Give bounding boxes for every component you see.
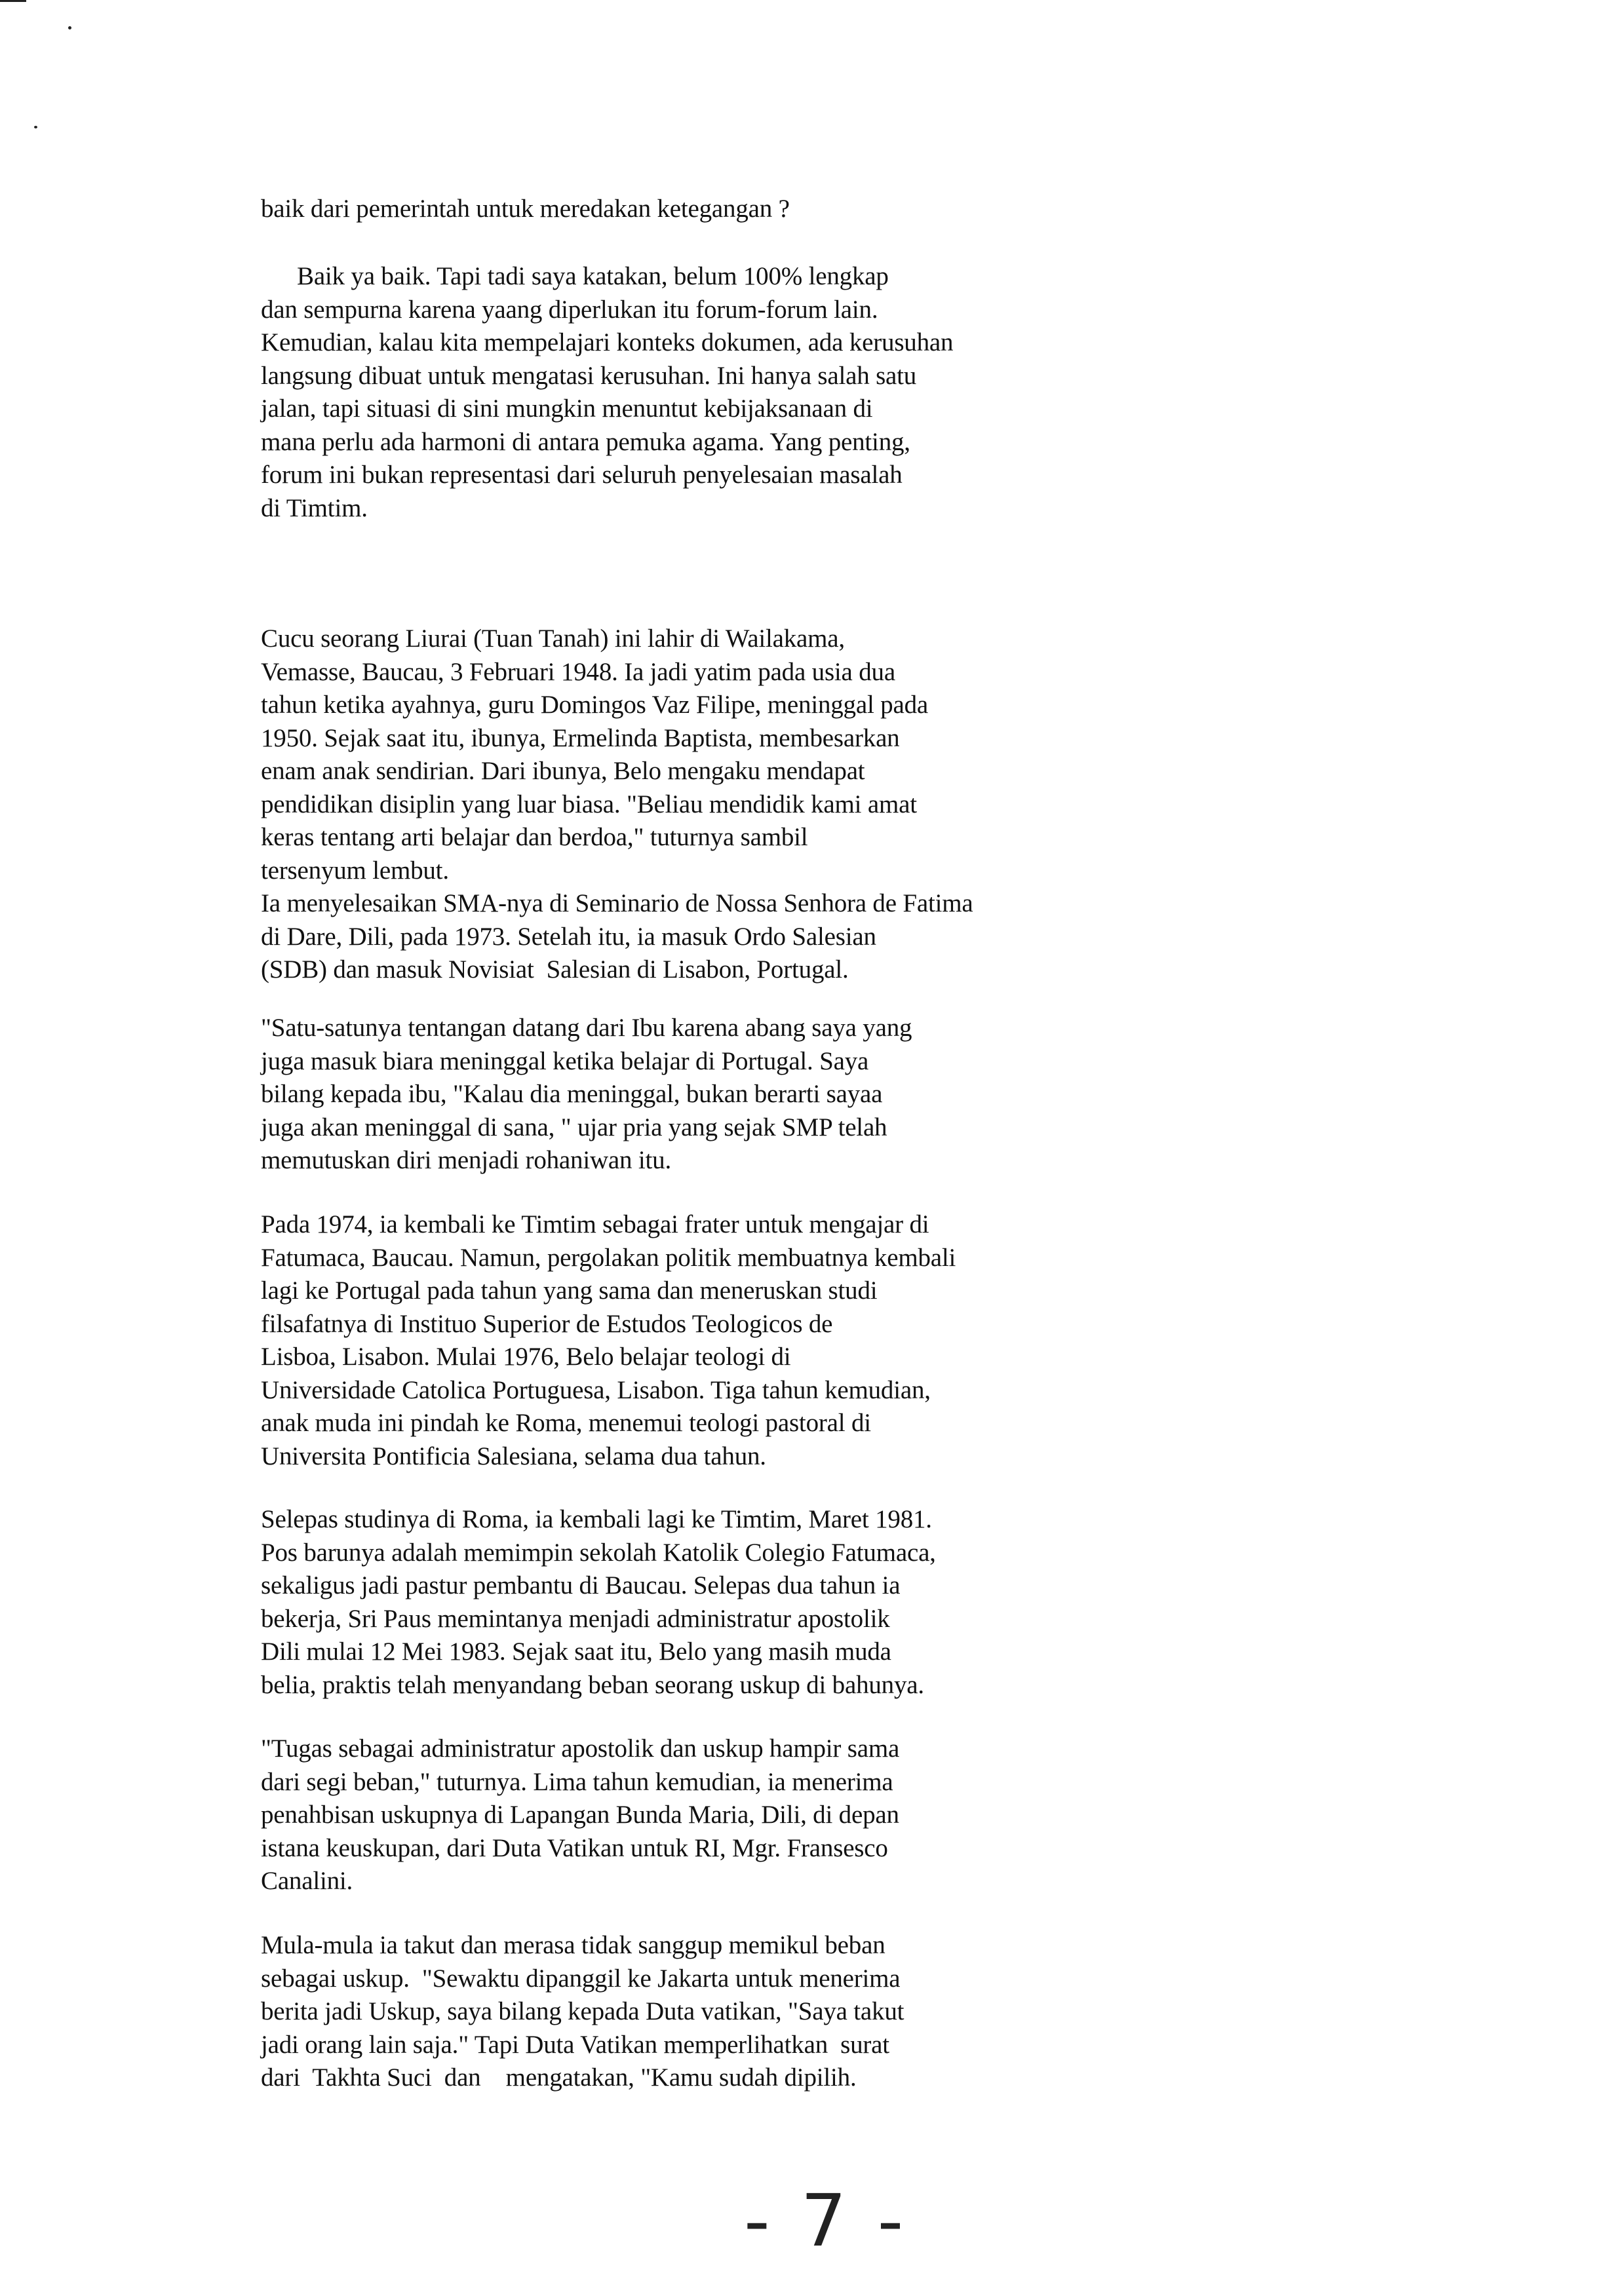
paragraph-line: (SDB) dan masuk Novisiat Salesian di Lisabon, Portugal. [261, 955, 849, 984]
paragraph-line: Universita Pontificia Salesiana, selama dua tahun. [261, 1442, 766, 1470]
paragraph-line: lagi ke Portugal pada tahun yang sama dan meneruskan studi [261, 1276, 878, 1305]
paragraph-line: "Tugas sebagai administratur apostolik dan uskup hampir sama [261, 1734, 900, 1763]
scan-artifact-line [0, 0, 26, 2]
answer-line: dan sempurna karena yaang diperlukan itu forum-forum lain. [261, 295, 878, 324]
paragraph-line: bekerja, Sri Paus memintanya menjadi administratur apostolik [261, 1604, 890, 1633]
paragraph-line: dari Takhta Suci dan mengatakan, "Kamu sudah dipilih. [261, 2063, 857, 2092]
paragraph-line: jadi orang lain saja." Tapi Duta Vatikan memperlihatkan surat [261, 2030, 889, 2059]
paragraph-line: juga akan meninggal di sana, " ujar pria yang sejak SMP telah [261, 1113, 887, 1141]
paragraph-line: dari segi beban," tuturnya. Lima tahun kemudian, ia menerima [261, 1767, 893, 1796]
answer-line: Kemudian, kalau kita mempelajari konteks dokumen, ada kerusuhan [261, 328, 954, 356]
paragraph-bishop-duties [261, 1732, 1342, 1898]
paragraph-line: Vemasse, Baucau, 3 Februari 1948. Ia jadi yatim pada usia dua [261, 657, 895, 686]
answer-line: langsung dibuat untuk mengatasi kerusuhan. Ini hanya salah satu [261, 361, 917, 390]
paragraph-line: Cucu seorang Liurai (Tuan Tanah) ini lahir di Wailakama, [261, 624, 845, 653]
paragraph-line: Pada 1974, ia kembali ke Timtim sebagai frater untuk mengajar di [261, 1210, 929, 1238]
paragraph-line: "Satu-satunya tentangan datang dari Ibu karena abang saya yang [261, 1014, 912, 1042]
paragraph-line: Pos barunya adalah memimpin sekolah Katolik Colegio Fatumaca, [261, 1538, 936, 1567]
paragraph-line: anak muda ini pindah ke Roma, menemui teologi pastoral di [261, 1409, 871, 1437]
paragraph-line: tersenyum lembut. [261, 856, 449, 885]
paragraph-studies [261, 1208, 1342, 1473]
paragraph-biography [261, 622, 1342, 987]
answer-line: jalan, tapi situasi di sini mungkin menuntut kebijaksanaan di [261, 394, 873, 423]
paragraph-line: Ia menyelesaikan SMA-nya di Seminario de Nossa Senhora de Fatima [261, 889, 973, 917]
paragraph-line: di Dare, Dili, pada 1973. Setelah itu, ia masuk Ordo Salesian [261, 922, 876, 951]
paragraph-line: Selepas studinya di Roma, ia kembali lagi ke Timtim, Maret 1981. [261, 1505, 932, 1533]
paragraph-line: bilang kepada ibu, "Kalau dia meninggal, bukan berarti sayaa [261, 1080, 883, 1108]
paragraph-line: Dili mulai 12 Mei 1983. Sejak saat itu, Belo yang masih muda [261, 1637, 891, 1666]
paragraph-line: pendidikan disiplin yang luar biasa. "Beliau mendidik kami amat [261, 790, 917, 818]
answer-block [261, 260, 1342, 525]
paragraph-line: juga masuk biara meninggal ketika belajar di Portugal. Saya [261, 1046, 869, 1075]
paragraph-line: Mula-mula ia takut dan merasa tidak sanggup memikul beban [261, 1931, 885, 1959]
intro-block [261, 193, 1342, 226]
page-number: - 7 - [744, 2179, 908, 2263]
paragraph-line: Universidade Catolica Portuguesa, Lisabon. Tiga tahun kemudian, [261, 1375, 931, 1404]
paragraph-line: filsafatnya di Instituo Superior de Estudos Teologicos de [261, 1309, 833, 1338]
paragraph-line: sebagai uskup. "Sewaktu dipanggil ke Jakarta untuk menerima [261, 1964, 901, 1993]
paragraph-line: tahun ketika ayahnya, guru Domingos Vaz Filipe, meninggal pada [261, 691, 928, 719]
paragraph-line: memutuskan diri menjadi rohaniwan itu. [261, 1146, 672, 1174]
answer-line: mana perlu ada harmoni di antara pemuka agama. Yang penting, [261, 427, 910, 456]
intro-line: baik dari pemerintah untuk meredakan ketegangan ? [261, 195, 790, 223]
paragraph-line: enam anak sendirian. Dari ibunya, Belo mengaku mendapat [261, 757, 865, 785]
paragraph-line: Fatumaca, Baucau. Namun, pergolakan politik membuatnya kembali [261, 1243, 956, 1272]
paragraph-line: Lisboa, Lisabon. Mulai 1976, Belo belajar teologi di [261, 1343, 791, 1371]
paragraph-line: penahbisan uskupnya di Lapangan Bunda Maria, Dili, di depan [261, 1801, 899, 1829]
answer-line: forum ini bukan representasi dari seluruh penyelesaian masalah [261, 461, 903, 489]
answer-line: Baik ya baik. Tapi tadi saya katakan, belum 100% lengkap [297, 262, 889, 290]
scan-artifact-dot [68, 26, 71, 29]
paragraph-line: belia, praktis telah menyandang beban seorang uskup di bahunya. [261, 1670, 924, 1699]
scan-artifact-dot [34, 126, 37, 128]
paragraph-line: sekaligus jadi pastur pembantu di Baucau. Selepas dua tahun ia [261, 1571, 901, 1599]
paragraph-line: Canalini. [261, 1867, 353, 1895]
answer-line: di Timtim. [261, 493, 368, 522]
paragraph-line: 1950. Sejak saat itu, ibunya, Ermelinda Baptista, membesarkan [261, 723, 900, 752]
paragraph-fear [261, 1929, 1342, 2095]
paragraph-line: keras tentang arti belajar dan berdoa," tuturnya sambil [261, 823, 808, 851]
paragraph-quote-mother [261, 1012, 1342, 1177]
paragraph-line: berita jadi Uskup, saya bilang kepada Duta vatikan, "Saya takut [261, 1997, 905, 2025]
paragraph-line: istana keuskupan, dari Duta Vatikan untuk RI, Mgr. Fransesco [261, 1833, 888, 1862]
paragraph-return-timtim [261, 1503, 1342, 1702]
